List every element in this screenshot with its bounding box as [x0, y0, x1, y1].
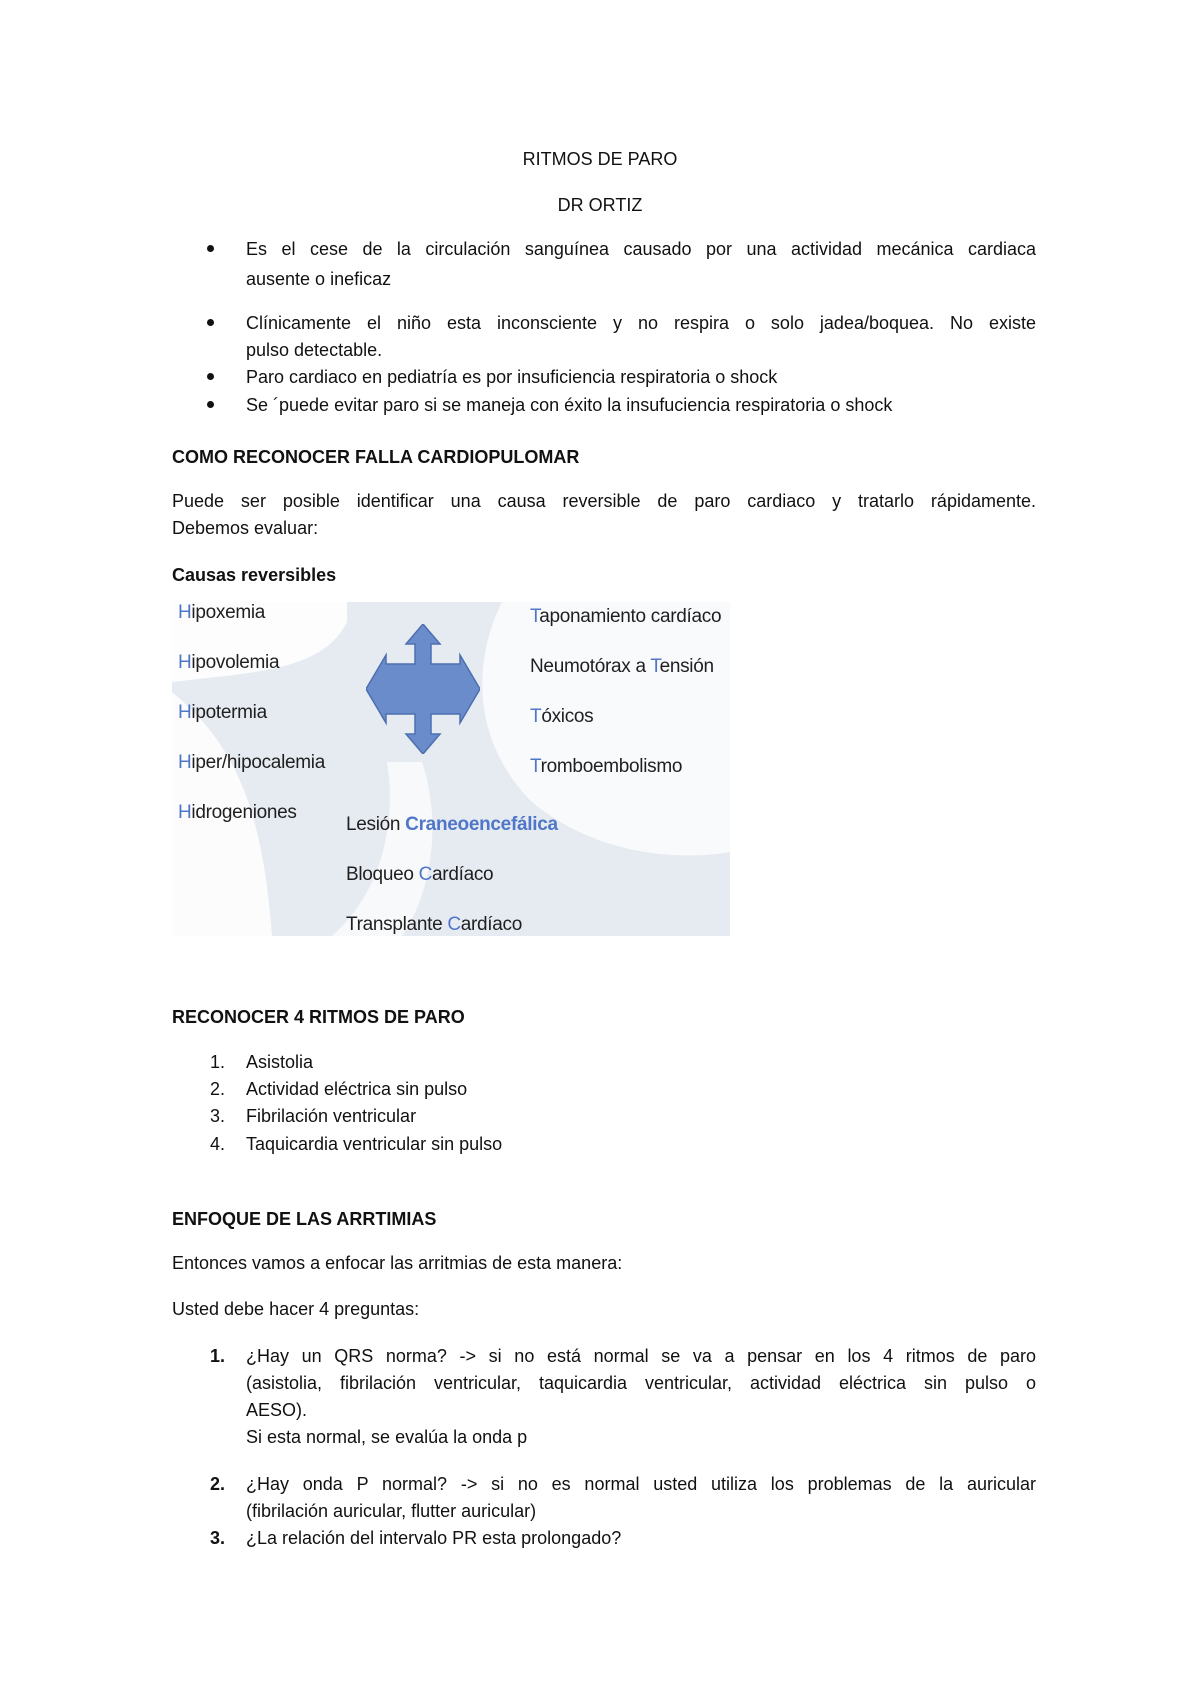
recognize-paragraph-line1: Puede ser posible identificar una causa reversible de paro cardiaco y tratarlo rápidamente. — [172, 491, 1036, 511]
approach-paragraph-2: Usted debe hacer 4 preguntas: — [172, 1299, 420, 1319]
cause-toxicos: Tóxicos — [530, 706, 594, 727]
cause-taponamiento: Taponamiento cardíaco — [530, 606, 722, 627]
question-number: 1. — [210, 1346, 226, 1366]
list-number: 3. — [210, 1106, 226, 1126]
section-heading-recognize: COMO RECONOCER FALLA CARDIOPULOMAR — [172, 447, 580, 467]
section-heading-approach: ENFOQUE DE LAS ARRTIMIAS — [172, 1209, 437, 1229]
rhythm-item: Actividad eléctrica sin pulso — [246, 1079, 468, 1099]
question-1-line3: AESO). — [246, 1400, 308, 1420]
question-2-line2: (fibrilación auricular, flutter auricular) — [246, 1501, 537, 1521]
document-title: RITMOS DE PARO — [522, 149, 678, 169]
question-number: 2. — [210, 1474, 226, 1494]
rhythm-item: Taquicardia ventricular sin pulso — [246, 1134, 503, 1154]
recognize-paragraph-line2: Debemos evaluar: — [172, 518, 319, 538]
question-1-line2: (asistolia, fibrilación ventricular, taquicardia ventricular, actividad eléctrica sin pulso o — [246, 1373, 1036, 1393]
bullet-1-line2: ausente o ineficaz — [246, 269, 392, 289]
bullet-1-line1: Es el cese de la circulación sanguínea causado por una actividad mecánica cardiaca — [246, 239, 1036, 259]
cause-hipoxemia: Hipoxemia — [178, 602, 266, 623]
bullet-2-line1: Clínicamente el niño esta inconsciente y no respira o solo jadea/boquea. No existe — [246, 313, 1036, 333]
cause-hidrogeniones: Hidrogeniones — [178, 802, 297, 823]
bullet-3: Paro cardiaco en pediatría es por insuficiencia respiratoria o shock — [246, 367, 778, 387]
question-1-line1: ¿Hay un QRS norma? -> si no está normal se va a pensar en los 4 ritmos de paro — [246, 1346, 1036, 1366]
section-heading-rhythms: RECONOCER 4 RITMOS DE PARO — [172, 1007, 465, 1027]
rhythm-item: Asistolia — [246, 1052, 314, 1072]
question-2-line1: ¿Hay onda P normal? -> si no es normal usted utiliza los problemas de la auricular — [246, 1474, 1036, 1494]
question-number: 3. — [210, 1528, 226, 1548]
cause-lesion-craneoencefalica: Lesión Craneoencefálica — [346, 814, 558, 835]
question-3-line1: ¿La relación del intervalo PR esta prolongado? — [246, 1528, 622, 1548]
cause-bloqueo-cardiaco: Bloqueo Cardíaco — [346, 864, 494, 885]
four-way-arrow-icon — [366, 624, 480, 754]
bullet-dot — [207, 401, 214, 408]
cause-transplante-cardiaco: Transplante Cardíaco — [346, 914, 523, 935]
bullet-dot — [207, 319, 214, 326]
question-1-line4: Si esta normal, se evalúa la onda p — [246, 1427, 528, 1447]
list-number: 2. — [210, 1079, 226, 1099]
approach-paragraph-1: Entonces vamos a enfocar las arritmias de esta manera: — [172, 1253, 623, 1273]
cause-hipotermia: Hipotermia — [178, 702, 267, 723]
cause-hipovolemia: Hipovolemia — [178, 652, 280, 673]
bullet-dot — [207, 245, 214, 252]
rhythm-item: Fibrilación ventricular — [246, 1106, 417, 1126]
reversible-causes-diagram — [172, 602, 730, 936]
bullet-dot — [207, 373, 214, 380]
list-number: 4. — [210, 1134, 226, 1154]
bullet-4: Se ´puede evitar paro si se maneja con éxito la insufuciencia respiratoria o shock — [246, 395, 893, 415]
cause-tromboembolismo: Tromboembolismo — [530, 756, 683, 777]
document-author: DR ORTIZ — [557, 195, 643, 215]
list-number: 1. — [210, 1052, 226, 1072]
cause-neumotorax: Neumotórax a Tensión — [530, 656, 714, 677]
cause-hiper-hipocalemia: Hiper/hipocalemia — [178, 752, 325, 773]
causes-heading: Causas reversibles — [172, 565, 337, 585]
bullet-2-line2: pulso detectable. — [246, 340, 383, 360]
